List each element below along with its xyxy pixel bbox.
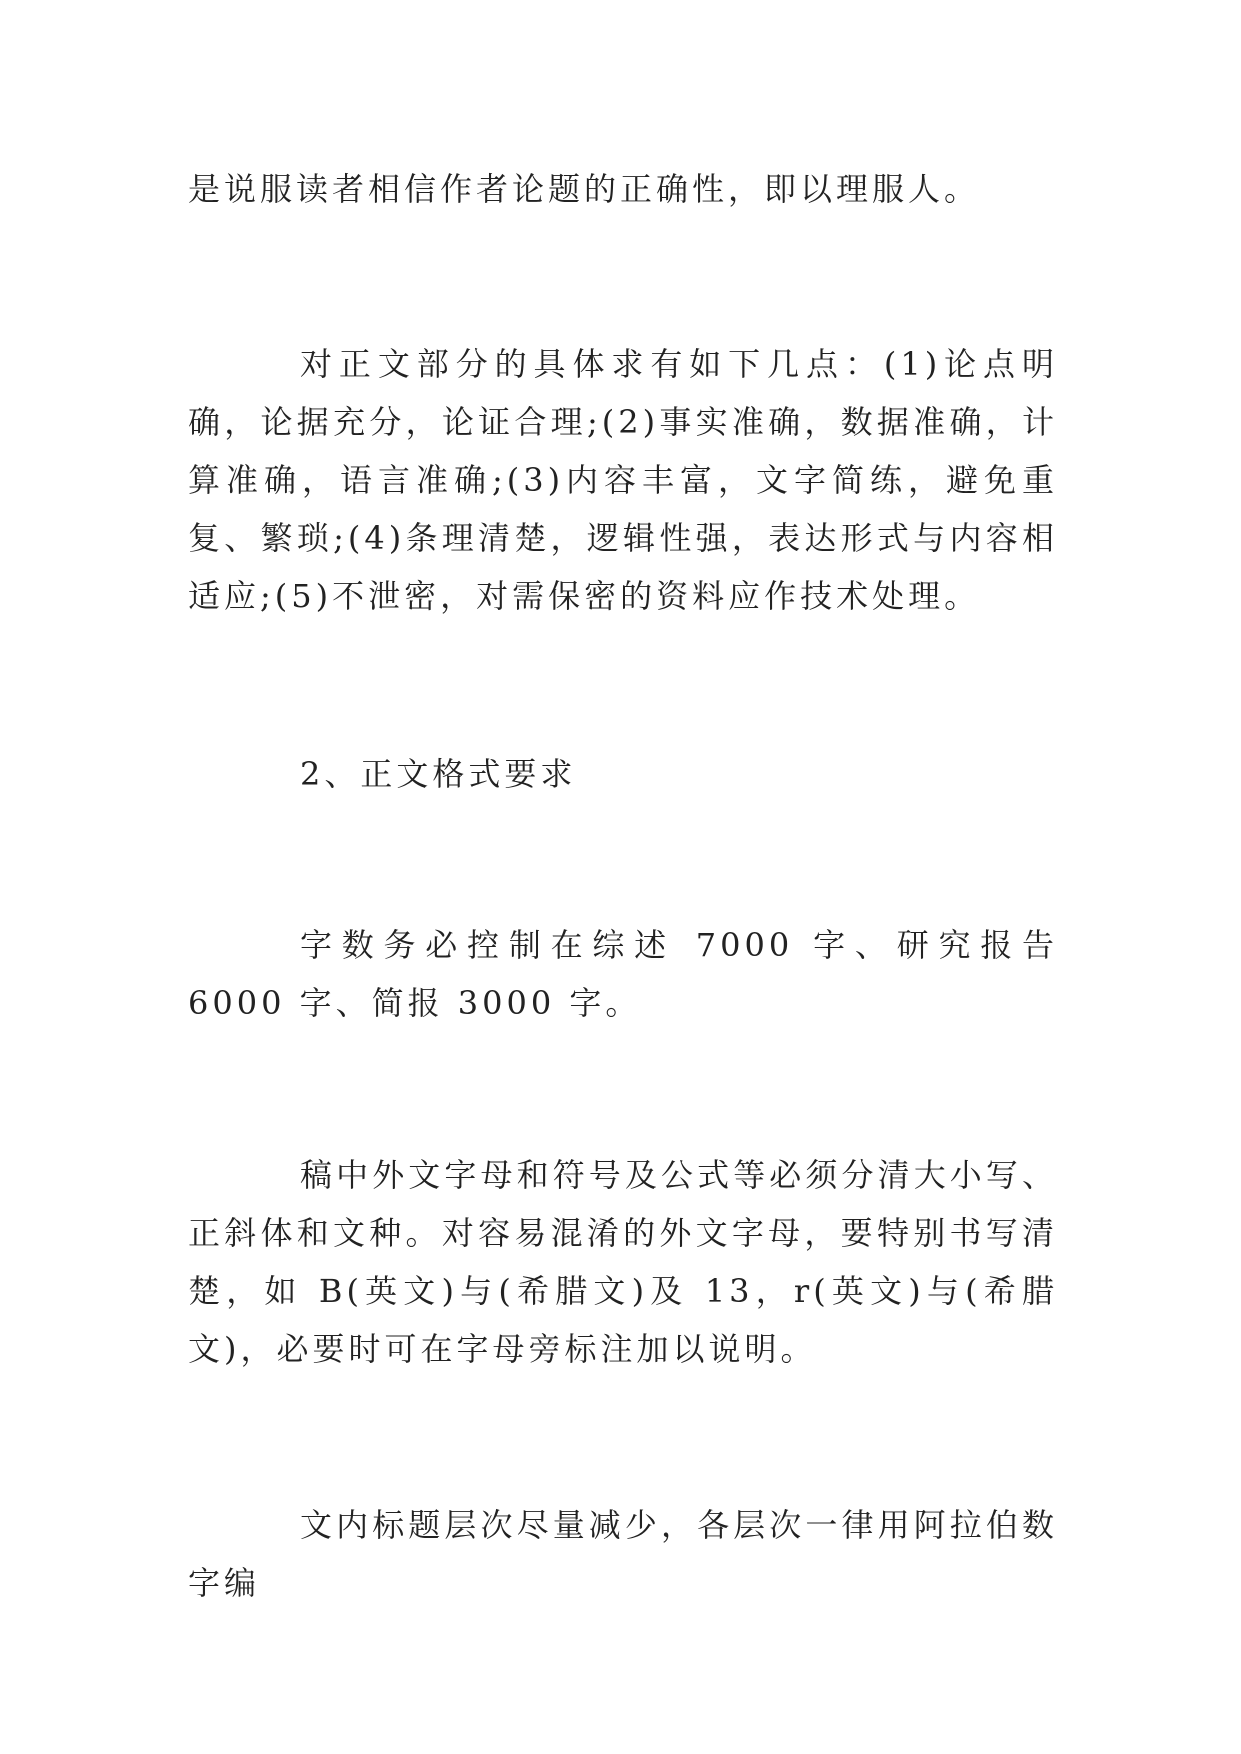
- paragraph-heading-levels: 文内标题层次尽量减少，各层次一律用阿拉伯数字编: [188, 1506, 1058, 1602]
- paragraph-foreign-letters: 稿中外文字母和符号及公式等必须分清大小写、正斜体和文种。对容易混淆的外文字母，要特别书写清楚，如 B(英文)与(希腊文)及 13，r(英文)与(希腊文)，必要时可在字母旁标注加以说明。: [188, 1156, 1058, 1368]
- paragraph-word-count: 字数务必控制在综述 7000 字、研究报告 6000 字、简报 3000 字。: [188, 926, 1058, 1022]
- paragraph-continuation: 是说服读者相信作者论题的正确性，即以理服人。: [188, 170, 981, 208]
- paragraph-body-requirements: 对正文部分的具体求有如下几点：(1)论点明确，论据充分，论证合理;(2)事实准确，数据准确，计算准确，语言准确;(3)内容丰富，文字简练，避免重复、繁琐;(4)条理清楚，逻辑性强，表达形式与内容相适应;(5)不泄密，对需保密的资料应作技术处理。: [188, 345, 1058, 615]
- section-heading: 2、正文格式要求: [300, 755, 577, 793]
